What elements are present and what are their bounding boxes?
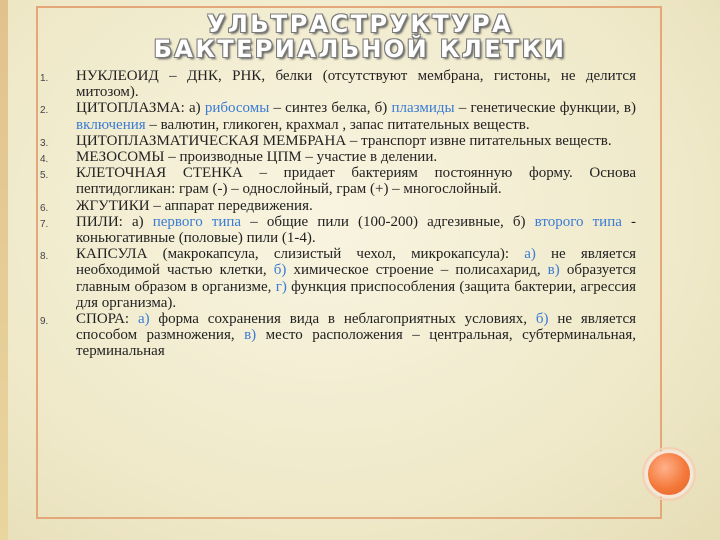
item-number: 9.: [40, 316, 49, 328]
item-number: 2.: [40, 105, 49, 117]
slide-title: [0, 12, 720, 62]
list-item: [36, 149, 636, 165]
item-number: 7.: [40, 218, 49, 230]
highlight-letter-g: г): [275, 278, 287, 295]
list-item: [36, 68, 636, 100]
highlight-plasmids: плазмиды: [391, 100, 455, 117]
title-line-1: УЛЬТРАСТРУКТУРА: [207, 10, 513, 38]
highlight-letter-v: в): [244, 327, 257, 344]
item-number: 4.: [40, 154, 49, 166]
highlight-ribosomes: рибосомы: [204, 100, 270, 117]
item-text-part: СПОРА:: [76, 311, 138, 328]
item-number: 1.: [40, 73, 49, 84]
item-text-part: функция приспособления (защита бактерии, агрессия для организма).: [76, 278, 636, 311]
item-text-part: химическое строение – полисахарид,: [286, 262, 548, 279]
item-text-part: - коньюгативные (половые) пили (1-4).: [76, 213, 637, 247]
highlight-letter-v: в): [547, 262, 560, 279]
item-text: ЖГУТИКИ – аппарат передвижения.: [76, 197, 313, 214]
item-text-part: не является необходимой частью клетки,: [76, 246, 637, 279]
item-number: 3.: [40, 137, 49, 149]
decorative-orange-circle: [645, 450, 693, 498]
list-item: [36, 100, 636, 132]
item-text-part: образуется главным образом в организме,: [76, 262, 637, 295]
item-text-part: не является способом размножения,: [76, 311, 636, 344]
item-number: 5.: [40, 170, 49, 182]
item-text-part: форма сохранения вида в неблагоприятных условиях,: [149, 311, 536, 328]
title-line-2: БАКТЕРИАЛЬНОЙ КЛЕТКИ: [153, 35, 567, 63]
highlight-second-type: второго типа: [534, 213, 622, 230]
item-text-part: ПИЛИ: а): [76, 213, 153, 230]
item-text: НУКЛЕОИД – ДНК, РНК, белки (отсутствуют мембрана, гистоны, не делится митозом).: [76, 68, 636, 101]
list-item: [36, 214, 636, 246]
list-item: [36, 246, 636, 311]
highlight-inclusions: включения: [76, 116, 146, 133]
item-number: 8.: [40, 251, 49, 263]
item-text-part: КАПСУЛА (макрокапсула, слизистый чехол, микрокапсула):: [76, 246, 525, 263]
item-text-part: – генетические функции, в): [454, 100, 636, 117]
highlight-letter-b: б): [273, 262, 287, 279]
list-item: [36, 311, 636, 360]
item-text-part: – общие пили (100-200) адгезивные, б): [241, 213, 535, 230]
item-text: МЕЗОСОМЫ – производные ЦПМ – участие в делении.: [76, 149, 438, 166]
list-item: [36, 165, 636, 197]
item-text-part: ЦИТОПЛАЗМА: а): [76, 100, 205, 117]
highlight-first-type: первого типа: [152, 213, 242, 230]
item-number: 6.: [40, 202, 49, 214]
item-text: ЦИТОПЛАЗМАТИЧЕСКАЯ МЕМБРАНА – транспорт извне питательных веществ.: [76, 132, 612, 149]
list-item: [36, 133, 636, 149]
highlight-letter-a: а): [137, 311, 150, 328]
structure-list: [36, 68, 636, 360]
left-accent-bar: [0, 0, 8, 540]
item-text-part: – валютин, гликоген, крахмал , запас питательных веществ.: [145, 116, 530, 133]
highlight-letter-b: б): [535, 311, 549, 328]
list-item: [36, 198, 636, 214]
highlight-letter-a: а): [524, 246, 536, 263]
item-text-part: место расположения – центральная, субтерминальная, терминальная: [76, 327, 636, 360]
item-text: КЛЕТОЧНАЯ СТЕНКА – придает бактериям постоянную форму. Основа пептидогликан: грам (-) – однослойный, грам (+) – многослойный.: [76, 165, 636, 198]
item-text-part: – синтез белка, б): [269, 100, 392, 117]
